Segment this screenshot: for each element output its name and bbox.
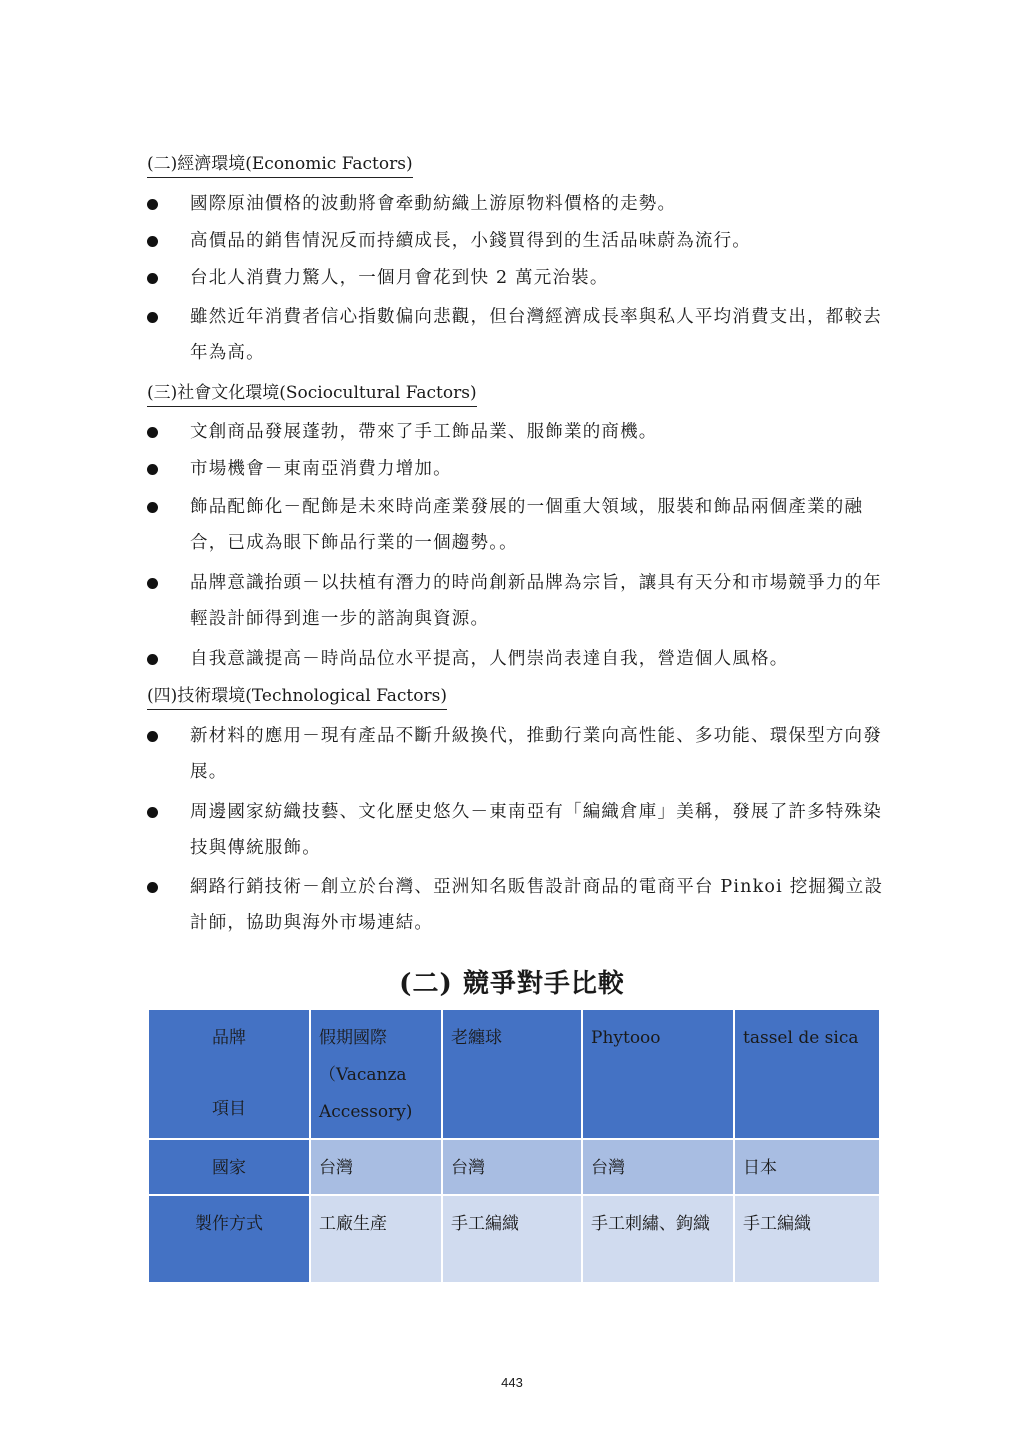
bullet-text: 品牌意識抬頭－以扶植有潛力的時尚創新品牌為宗旨，讓具有天分和市場競爭力的年輕設計師得到進一步的諮詢與資源。: [190, 573, 882, 629]
bullet-text: 市場機會－東南亞消費力增加。: [190, 459, 452, 479]
section-heading-technological: (四)技術環境(Technological Factors): [147, 684, 447, 710]
page-number: 443: [501, 1375, 523, 1390]
corner-brand-label: 品牌: [212, 1028, 246, 1048]
table-header-row: [148, 1009, 880, 1139]
comparison-table: [147, 1008, 881, 1284]
table-row: [148, 1195, 880, 1283]
bullet-dot-icon: [147, 807, 158, 818]
row-label-cell: 製作方式: [148, 1195, 310, 1283]
bullet-dot-icon: [147, 882, 158, 893]
bullet-text: 自我意識提高－時尚品位水平提高，人們崇尚表達自我，營造個人風格。: [190, 649, 789, 669]
bullet-text: 台北人消費力驚人，一個月會花到快 2 萬元治裝。: [190, 268, 609, 288]
table-cell: 台灣: [442, 1139, 582, 1195]
bullet-dot-icon: [147, 312, 158, 323]
bullet-dot-icon: [147, 731, 158, 742]
section-heading-economic: (二)經濟環境(Economic Factors): [147, 152, 413, 178]
corner-cell: [148, 1009, 310, 1139]
bullet-item: [147, 718, 887, 792]
table-cell: 台灣: [582, 1139, 734, 1195]
bullet-item: [147, 186, 887, 222]
bullet-item: [147, 641, 887, 677]
bullet-text: 國際原油價格的波動將會牽動紡織上游原物料價格的走勢。: [190, 194, 677, 214]
brand-header-cell: 假期國際（Vacanza Accessory): [310, 1009, 442, 1139]
table-cell: 手工編織: [734, 1195, 880, 1283]
bullet-item: [147, 565, 887, 639]
bullet-text: 飾品配飾化－配飾是未來時尚產業發展的一個重大領域，服裝和飾品兩個產業的融合，已成為眼下飾品行業的一個趨勢。。: [190, 497, 864, 553]
bullet-text: 新材料的應用－現有產品不斷升級換代，推動行業向高性能、多功能、環保型方向發展。: [190, 726, 882, 782]
table-cell: 日本: [734, 1139, 880, 1195]
table-cell: 手工刺繡、鉤織: [582, 1195, 734, 1283]
bullet-dot-icon: [147, 502, 158, 513]
corner-item-label: 項目: [212, 1099, 246, 1119]
brand-header-cell: tassel de sica: [734, 1009, 880, 1139]
bullet-item: [147, 869, 887, 943]
bullet-dot-icon: [147, 236, 158, 247]
bullet-item: [147, 223, 887, 259]
bullet-dot-icon: [147, 273, 158, 284]
bullet-text: 高價品的銷售情況反而持續成長，小錢買得到的生活品味蔚為流行。: [190, 231, 751, 251]
section-heading-sociocultural: (三)社會文化環境(Sociocultural Factors): [147, 381, 477, 407]
table-cell: 台灣: [310, 1139, 442, 1195]
bullet-item: [147, 794, 887, 868]
table-cell: 手工編織: [442, 1195, 582, 1283]
bullet-item: [147, 489, 887, 563]
bullet-item: [147, 299, 887, 373]
table-row: [148, 1139, 880, 1195]
bullet-dot-icon: [147, 464, 158, 475]
bullet-dot-icon: [147, 578, 158, 589]
bullet-item: [147, 260, 887, 296]
brand-header-cell: 老纏球: [442, 1009, 582, 1139]
bullet-dot-icon: [147, 654, 158, 665]
bullet-text: 文創商品發展蓬勃，帶來了手工飾品業、服飾業的商機。: [190, 422, 658, 442]
bullet-text: 周邊國家紡織技藝、文化歷史悠久－東南亞有「編織倉庫」美稱，發展了許多特殊染技與傳統服飾。: [190, 802, 882, 858]
brand-header-cell: Phytooo: [582, 1009, 734, 1139]
bullet-dot-icon: [147, 427, 158, 438]
bullet-text: 雖然近年消費者信心指數偏向悲觀，但台灣經濟成長率與私人平均消費支出，都較去年為高。: [190, 307, 882, 363]
comparison-title: (二) 競爭對手比較: [399, 969, 625, 999]
table-cell: 工廠生產: [310, 1195, 442, 1283]
bullet-item: [147, 414, 887, 450]
bullet-text: 網路行銷技術－創立於台灣、亞洲知名販售設計商品的電商平台 Pinkoi 挖掘獨立設計師，協助與海外市場連結。: [190, 877, 884, 933]
bullet-item: [147, 451, 887, 487]
bullet-dot-icon: [147, 199, 158, 210]
row-label-cell: 國家: [148, 1139, 310, 1195]
